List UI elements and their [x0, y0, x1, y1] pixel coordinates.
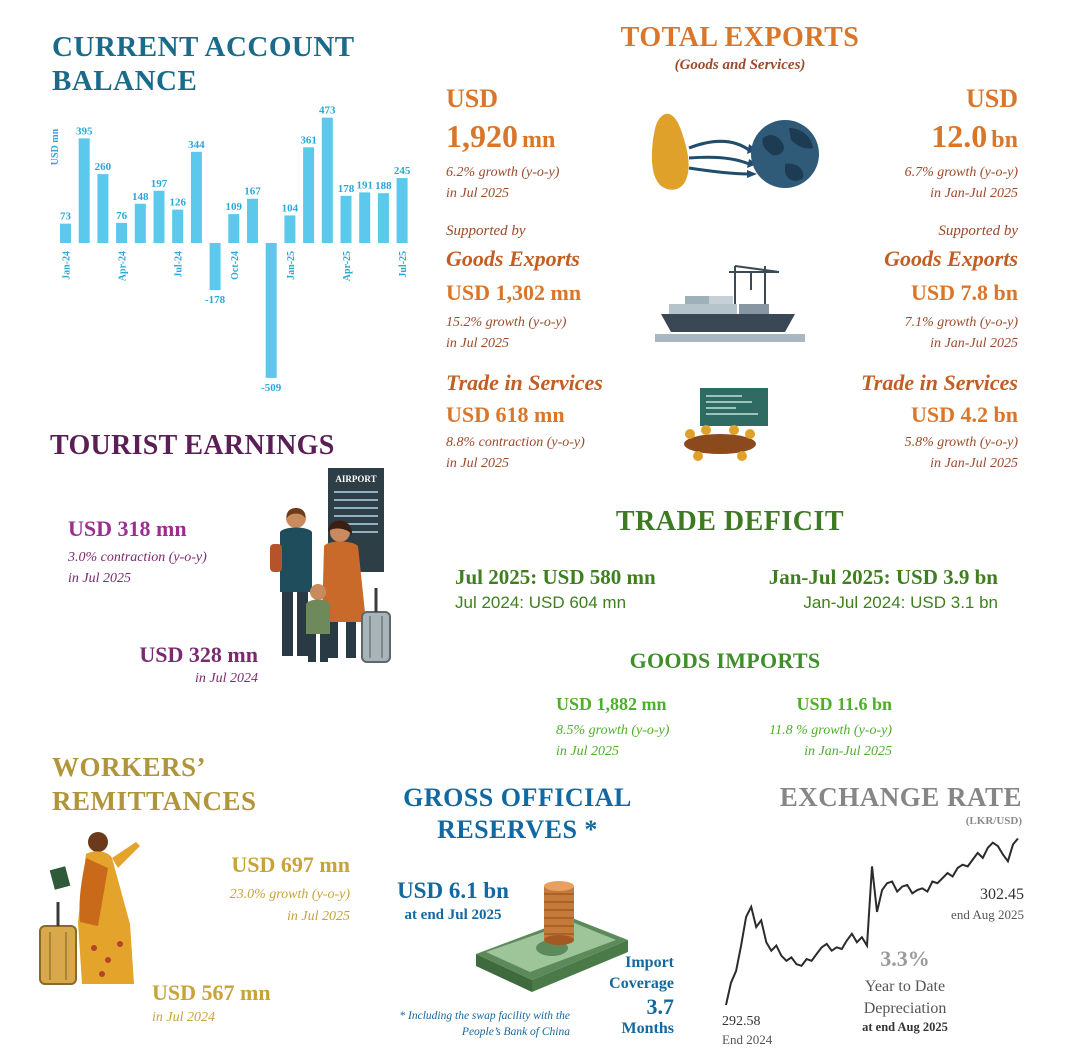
- exports-left-goods-growth-text: 15.2% growth (y-o-y): [446, 315, 567, 330]
- exports-right-goods-label: Goods Exports: [884, 246, 1018, 271]
- exchange-rate-title: EXCHANGE RATE: [779, 782, 1022, 812]
- reserves-title-line1: GROSS OFFICIAL: [403, 783, 632, 812]
- bar-value-label: -509: [261, 381, 282, 394]
- arrow-icons: [689, 141, 749, 174]
- reserves-title: [380, 782, 655, 846]
- exchange-rate-unit: (LKR/USD): [965, 815, 1022, 827]
- x-tick-label: Jan-25: [285, 251, 297, 280]
- exports-right-services-growth-text: 5.8% growth (y-o-y): [904, 435, 1018, 450]
- money-stack-illustration: [472, 880, 630, 998]
- exports-left-goods-growth: [446, 312, 566, 354]
- exports-left-period: in Jul 2025: [446, 186, 509, 201]
- bar: [135, 204, 146, 243]
- bar-value-label: 245: [393, 165, 411, 178]
- suitcase-icon: [362, 588, 390, 662]
- bar-value-label: 76: [116, 209, 128, 222]
- exports-left-goods-value: USD 1,302 mn: [446, 280, 582, 305]
- exports-right-services-value: USD 4.2 bn: [911, 402, 1018, 427]
- tourist-family-illustration: [262, 466, 394, 672]
- bar-value-label: 178: [337, 182, 355, 195]
- depreciation-line1: Year to Date: [864, 978, 946, 995]
- depreciation-line2: Depreciation: [863, 1000, 947, 1017]
- exports-left-supported: Supported by: [446, 223, 526, 239]
- exports-left-amount: 1,920: [446, 118, 518, 154]
- x-tick-label: Oct-24: [229, 251, 241, 280]
- current-account-chart: [40, 95, 420, 405]
- exports-right-supported: Supported by: [938, 223, 1018, 239]
- exports-left-growth-text: 6.2% growth (y-o-y): [446, 165, 560, 180]
- bar: [266, 243, 277, 378]
- x-tick-label: Jul-24: [173, 251, 185, 278]
- exports-right-goods-growth: [905, 312, 1018, 354]
- current-account-title: [52, 30, 355, 98]
- exports-right-growth-text: 6.7% growth (y-o-y): [904, 165, 1018, 180]
- bar-value-label: 104: [281, 202, 299, 215]
- total-exports-title: TOTAL EXPORTS: [620, 22, 860, 53]
- exports-left-services-growth: [446, 432, 585, 474]
- tourist-period-2025: in Jul 2025: [68, 571, 131, 586]
- bar: [359, 192, 370, 243]
- exports-right-services-period: in Jan-Jul 2025: [930, 456, 1018, 471]
- bar: [247, 199, 258, 243]
- bar-value-label: 191: [356, 179, 373, 192]
- exports-right-amount: 12.0: [931, 118, 988, 154]
- x-tick-label: Jul-25: [398, 251, 410, 278]
- bar: [172, 210, 183, 243]
- exports-right-goods-value: USD 7.8 bn: [911, 280, 1018, 305]
- exports-right-currency: USD: [965, 84, 1018, 113]
- current-account-title-line1: CURRENT ACCOUNT: [52, 31, 355, 63]
- trade-deficit-left-prev: Jul 2024: USD 604 mn: [455, 593, 627, 612]
- remittances-growth: [230, 884, 350, 928]
- bar: [303, 147, 314, 243]
- bar-value-label: -178: [205, 294, 226, 307]
- y-axis-label: USD mn: [50, 128, 61, 166]
- exports-left-services-label: Trade in Services: [446, 370, 603, 395]
- bar-value-label: 188: [375, 180, 392, 193]
- reserves-footnote: [399, 1008, 570, 1040]
- import-coverage-line2: Coverage: [609, 975, 674, 992]
- current-account-title-line2: BALANCE: [52, 65, 198, 97]
- total-exports-subtitle: (Goods and Services): [674, 57, 806, 73]
- import-coverage-unit: Months: [621, 1020, 674, 1037]
- table-icon: [684, 434, 756, 454]
- remittances-period-2024: in Jul 2024: [152, 1010, 215, 1025]
- reserves-footnote-line1: * Including the swap facility with the: [399, 1010, 570, 1022]
- exports-left-services-period: in Jul 2025: [446, 456, 509, 471]
- bar-value-label: 260: [94, 161, 112, 174]
- exports-left-goods-period: in Jul 2025: [446, 336, 509, 351]
- bar-value-label: 126: [169, 196, 186, 209]
- exchange-rate-start-label: End 2024: [722, 1032, 773, 1047]
- bar: [116, 223, 127, 243]
- x-tick-label: Apr-24: [117, 251, 129, 282]
- exports-right-period: in Jan-Jul 2025: [930, 186, 1018, 201]
- reserves-title-line2: RESERVES *: [437, 815, 598, 844]
- remittance-woman-illustration: [38, 828, 150, 988]
- exchange-rate-end-label: end Aug 2025: [951, 907, 1024, 922]
- x-tick-label: Apr-25: [342, 251, 353, 282]
- tourist-value-2024: USD 328 mn: [139, 642, 258, 667]
- imports-left-growth: [556, 720, 669, 762]
- imports-right-growth: [769, 720, 892, 762]
- remittances-title-line2: REMITTANCES: [52, 786, 257, 816]
- imports-left-period: in Jul 2025: [556, 744, 619, 759]
- imports-right-period: in Jan-Jul 2025: [804, 744, 892, 759]
- exports-right-growth: [905, 162, 1018, 204]
- woman-icon: [78, 832, 140, 984]
- exports-right-goods-period: in Jan-Jul 2025: [930, 336, 1018, 351]
- remittances-title: [52, 750, 257, 818]
- bar-value-label: 473: [319, 104, 336, 117]
- bar: [228, 214, 239, 243]
- bar-value-label: 148: [132, 190, 149, 203]
- imports-right-growth-text: 11.8 % growth (y-o-y): [769, 723, 892, 738]
- globe-icon: [751, 120, 819, 188]
- bar: [341, 196, 352, 243]
- exports-left-growth: [446, 162, 559, 204]
- exports-right-unit: bn: [991, 127, 1018, 153]
- exports-left-services-growth-text: 8.8% contraction (y-o-y): [446, 435, 585, 450]
- imports-left-value: USD 1,882 mn: [556, 694, 667, 714]
- exchange-rate-start-value: 292.58: [722, 1014, 761, 1029]
- bar: [191, 152, 202, 243]
- bar-value-label: 197: [150, 177, 168, 190]
- exports-right-services-growth: [905, 432, 1018, 474]
- tourist-value-2025: USD 318 mn: [68, 516, 187, 541]
- luggage-icon: [40, 902, 76, 984]
- bar-value-label: 109: [225, 201, 243, 214]
- imports-left-growth-text: 8.5% growth (y-o-y): [556, 723, 670, 738]
- sri-lanka-globe-illustration: [645, 108, 825, 198]
- cargo-port-illustration: [655, 262, 805, 344]
- exports-right-services-label: Trade in Services: [861, 370, 1018, 395]
- remittances-period-2025: in Jul 2025: [287, 909, 350, 924]
- bar: [322, 118, 333, 243]
- bar: [397, 178, 408, 243]
- exchange-rate-end-value: 302.45: [980, 886, 1024, 903]
- exports-left-unit: mn: [522, 127, 556, 153]
- tourist-change-text: 3.0% contraction (y-o-y): [68, 550, 207, 565]
- services-meeting-illustration: [672, 384, 772, 468]
- tourist-title: TOURIST EARNINGS: [50, 430, 335, 461]
- exports-left-currency: USD: [446, 84, 499, 113]
- father-icon: [270, 508, 312, 656]
- passport-icon: [50, 866, 71, 889]
- trade-deficit-right-main: Jan-Jul 2025: USD 3.9 bn: [768, 565, 998, 589]
- exports-right-amount-line: [931, 118, 1018, 155]
- remittances-growth-text: 23.0% growth (y-o-y): [229, 887, 350, 902]
- bar: [154, 191, 165, 243]
- bar-value-label: 73: [60, 210, 71, 223]
- exports-left-services-value: USD 618 mn: [446, 402, 565, 427]
- import-coverage-line1: Import: [625, 954, 674, 971]
- airport-sign-text: AIRPORT: [335, 474, 377, 484]
- remittances-value-2024: USD 567 mn: [152, 980, 271, 1005]
- bar-value-label: 361: [300, 134, 317, 147]
- coin-stack-icon: [544, 881, 574, 945]
- bar-value-label: 167: [244, 185, 261, 198]
- bar-value-label: 395: [75, 125, 93, 138]
- import-coverage-value: 3.7: [646, 994, 674, 1019]
- bar-value-label: 344: [188, 138, 205, 151]
- ship-icon: [661, 314, 795, 332]
- reserves-value: USD 6.1 bn: [397, 878, 509, 903]
- depreciation-value: 3.3%: [880, 946, 930, 971]
- depreciation-line3: at end Aug 2025: [862, 1020, 948, 1034]
- tourist-period-2024: in Jul 2024: [195, 671, 258, 686]
- bar: [79, 138, 90, 243]
- bar: [210, 243, 221, 290]
- tourist-change: [68, 547, 207, 589]
- bar: [378, 193, 389, 243]
- remittances-value-2025: USD 697 mn: [231, 852, 350, 877]
- trade-deficit-left-main: Jul 2025: USD 580 mn: [455, 565, 656, 589]
- imports-right-value: USD 11.6 bn: [796, 694, 892, 714]
- sri-lanka-map-icon: [652, 114, 689, 190]
- bar: [60, 224, 71, 243]
- trade-deficit-right-prev: Jan-Jul 2024: USD 3.1 bn: [803, 593, 998, 612]
- bar: [97, 174, 108, 243]
- exports-right-goods-growth-text: 7.1% growth (y-o-y): [904, 315, 1018, 330]
- remittances-title-line1: WORKERS’: [52, 752, 207, 782]
- exports-left-goods-label: Goods Exports: [446, 246, 580, 271]
- reserves-footnote-line2: People’s Bank of China: [461, 1026, 570, 1038]
- trade-deficit-title: TRADE DEFICIT: [615, 506, 845, 537]
- reserves-period: at end Jul 2025: [404, 907, 502, 923]
- bar: [284, 215, 295, 243]
- goods-imports-title: GOODS IMPORTS: [629, 648, 821, 673]
- exports-left-amount-line: [446, 118, 555, 155]
- depreciation-label: [835, 976, 975, 1020]
- x-tick-label: Jan-24: [61, 251, 73, 280]
